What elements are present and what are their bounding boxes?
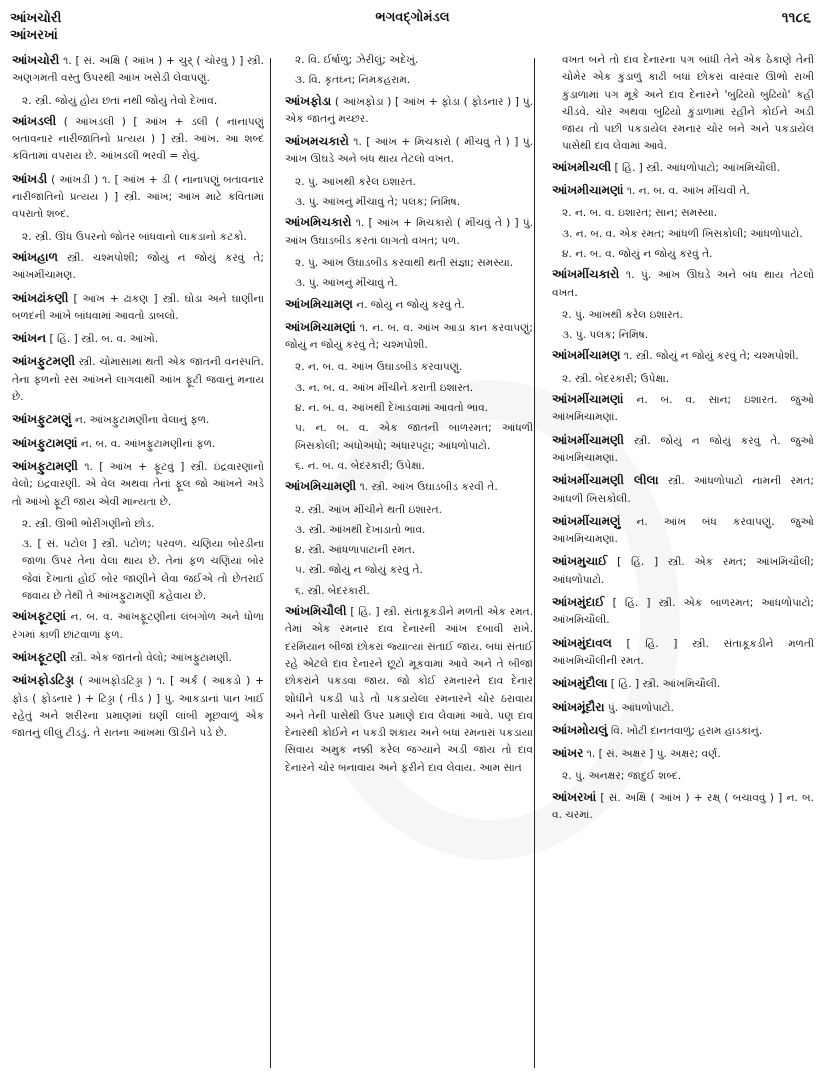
dictionary-entry bbox=[12, 608, 264, 644]
dictionary-entry bbox=[552, 266, 814, 302]
entry-sense bbox=[22, 93, 264, 110]
entry-headword: આંખમિચામણી bbox=[285, 479, 357, 494]
dictionary-entry bbox=[12, 435, 264, 453]
entry-headword: આંખમિચામણાં bbox=[285, 319, 356, 334]
entry-sense bbox=[295, 359, 533, 376]
entry-definition: [ હિં. ] સ્ત્રી. સંતાકૂકડીને મળતી આંખમિચૌલીની રમત. bbox=[552, 637, 814, 667]
entry-headword: આંખમીંચામણી bbox=[552, 432, 624, 447]
entry-headword: આંખફોડટિડ્ડા bbox=[12, 673, 75, 688]
entry-headword: આંખફુટમણું bbox=[12, 412, 72, 427]
entry-definition: ૧. [ આંખ + મિચકારો ( મીંચવું તે ) ] પું. આંખ ઉઘાડબીડ કરતાં લાગતો વખત; પળ. bbox=[285, 217, 533, 247]
entry-headword: આંખર bbox=[552, 746, 584, 761]
entry-definition: સ્ત્રી. જોયું ન જોયું કરવું તે. જુઓ આંખમિચામણાં. bbox=[552, 434, 814, 464]
entry-definition: વિ. ખોટી દાનતવાળું; હરામ હાડકાંનું. bbox=[610, 724, 763, 737]
dictionary-entry bbox=[552, 391, 814, 427]
entry-definition: સ્ત્રી. ચશ્મપોશી; જોયું ન જોયું કરવું તે; આંખમીંચામણ. bbox=[12, 251, 264, 282]
dictionary-entry bbox=[552, 699, 814, 717]
entry-sense bbox=[295, 52, 533, 69]
dictionary-entry bbox=[552, 513, 814, 549]
dictionary-entry bbox=[12, 52, 264, 88]
entry-definition: ન. આંખ બંધ કરવાપણું. જુઓ આંખમિચામણાં. bbox=[552, 515, 814, 546]
entry-sense bbox=[22, 516, 264, 533]
entry-sense bbox=[295, 174, 533, 191]
entry-definition: ૬. સ્ત્રી. બેદરકારી. bbox=[295, 584, 370, 597]
dictionary-entry bbox=[552, 635, 814, 671]
entry-definition: ૧. સ્ત્રી. જોયું ન જોયું કરવું તે; ચશ્મપોશી. bbox=[623, 350, 799, 363]
dictionary-entry bbox=[552, 347, 814, 365]
dictionary-entry bbox=[285, 319, 533, 355]
entry-definition: ૩. ન. બ. વ. એક રમત; આંધળી ખિસકોલી; આંધળોપાટો. bbox=[562, 227, 803, 240]
column-1 bbox=[12, 52, 264, 1068]
entry-headword: આંખમીંચામણી લીલા bbox=[552, 473, 659, 488]
dictionary-entry bbox=[552, 789, 814, 825]
dictionary-entry bbox=[12, 249, 264, 285]
entry-sense bbox=[562, 52, 814, 156]
entry-sense bbox=[295, 400, 533, 417]
entry-definition: ૧. [ આંખ + ફૂટવું ] સ્ત્રી. ઇંદ્રવારણાંનો વેલો; ઇંદ્રવારણી. એ વેલ અથવા તેનાં ફૂલ જો આંખને અડે તો આંખો ફૂટી જાય એવી માન્યતા છે. bbox=[12, 460, 264, 508]
entry-sense bbox=[562, 246, 814, 263]
dictionary-entry bbox=[12, 290, 264, 326]
entry-definition: ૪. ન. બ. વ. જોયું ન જોયું કરવું તે. bbox=[562, 247, 713, 260]
entry-definition: ૨. સ્ત્રી. ઊભી ભોરીંગણીનો છોડ. bbox=[22, 517, 155, 530]
entry-definition: ૩. પું. આંખનું મીંચાવું તે. bbox=[295, 277, 398, 290]
running-title: ભગવદ્ગોમંડલ bbox=[375, 10, 450, 25]
entry-sense bbox=[562, 371, 814, 388]
entry-headword: આંખફૂટણી bbox=[12, 649, 67, 664]
dictionary-entry bbox=[12, 672, 264, 742]
dictionary-entry bbox=[552, 182, 814, 200]
entry-headword: આંખફુટમણી bbox=[12, 354, 76, 369]
entry-definition: [ હિં. ] સ્ત્રી. એક રમત; આંખમિચૌલી; આંધળોપાટો. bbox=[552, 556, 814, 586]
entry-definition: ૩. વિ. કૃતઘ્ન; નિમકહરામ. bbox=[295, 74, 411, 87]
guide-word-last: આંખરખાં bbox=[10, 28, 58, 43]
entry-definition: ન. બ. વ. આંખફૂટણીનાં લંબગોળ અને ધોળા રંગમાં કાળી છાંટવાળાં ફળ. bbox=[12, 611, 264, 641]
entry-headword: આંખફૂટણાં bbox=[12, 609, 67, 624]
entry-sense bbox=[295, 458, 533, 475]
entry-headword: આંખહાળ bbox=[12, 249, 58, 264]
entry-headword: આંખમોયલું bbox=[552, 722, 608, 737]
column-2 bbox=[285, 52, 533, 1068]
entry-sense bbox=[562, 327, 814, 344]
entry-definition: ૨. સ્ત્રી. આંખ મીંચીને થતી ઇશારત. bbox=[295, 503, 442, 516]
entry-headword: આંખમુંદૌલા bbox=[552, 676, 608, 691]
dictionary-entry bbox=[285, 93, 533, 129]
entry-sense bbox=[295, 275, 533, 292]
dictionary-entry bbox=[285, 603, 533, 777]
dictionary-entry bbox=[12, 649, 264, 667]
page-number: ૧૧૮૬ bbox=[781, 10, 811, 26]
entry-definition: ૧. પું. આંખ ઊઘડે અને બંધ થાય તેટલો વખત. bbox=[552, 269, 814, 299]
entry-definition: ૬. ન. બ. વ. બેદરકારી; ઉપેક્ષા. bbox=[295, 459, 425, 472]
dictionary-entry bbox=[285, 133, 533, 169]
column-divider bbox=[270, 58, 271, 1068]
entry-definition: ૨. સ્ત્રી. જોયું હોય છતાં નથી જોયું તેવો દેખાવ. bbox=[22, 94, 218, 107]
dictionary-entry bbox=[12, 353, 264, 406]
entry-headword: આંખઢાંકણી bbox=[12, 290, 69, 305]
entry-definition: ૨. ન. બ. વ. ઇશારત; સાન; સમસ્યા. bbox=[562, 207, 718, 220]
entry-headword: આંખમિચૌલી bbox=[285, 604, 347, 619]
entry-definition: [ આંખ + ઢાંકણ ] સ્ત્રી. ઘોડા અને ઘાણીના બળદની આંખે બાંધવામાં આવતો ડાબલો. bbox=[12, 292, 264, 322]
entry-definition: ( આંખફોડા ) [ આંખ + ફોડા ( ફોડનાર ) ] પું. એક જાતનું મચ્છર. bbox=[285, 95, 533, 125]
entry-headword: આંખમીંચામણ bbox=[552, 348, 621, 363]
entry-definition: [ હિં. ] સ્ત્રી. આંધળોપાટો; આંખમિચૌલી. bbox=[614, 161, 781, 174]
entry-headword: આંખમચકારો bbox=[285, 134, 349, 149]
dictionary-entry bbox=[552, 745, 814, 763]
entry-definition: ૪. સ્ત્રી. આંધળાપાટાની રમત. bbox=[295, 544, 416, 557]
entry-headword: આંખમીંચામણું bbox=[552, 513, 621, 528]
entry-sense bbox=[295, 562, 533, 579]
dictionary-entry bbox=[552, 594, 814, 630]
entry-sense bbox=[295, 194, 533, 211]
entry-definition: ૧. [ આંખ + મિચકારો ( મીંચવું તે ) ] પું. આંખ ઊઘડે અને બંધ થાય તેટલો વખત. bbox=[285, 136, 533, 166]
entry-headword: આંખમુંદાઈ bbox=[552, 595, 605, 610]
guide-word-first: આંખચોરી bbox=[10, 11, 62, 26]
entry-definition: ૨. પું. આંખથી કરેલ ઇશારત. bbox=[295, 175, 417, 188]
entry-definition: ૨. સ્ત્રી. બેદરકારી; ઉપેક્ષા. bbox=[562, 372, 670, 385]
entry-definition: વખત બને તો દાવ દેનારના પગ બાંધી તેને એક ઠેકાણે તેની ચોમેર એક કુંડાળું કાઢી બધાં છોકરાં વારંવાર ઊભો રાખી કુંડાળામાં પગ મૂકે અને દાવ દેનારને 'બુઢિયો બુઢિયો' કહી ચીડવે. ચોર અથવા બુઢિયો કુંડાળામાં રહીને કોઈને અડી જાય તો પછી પકડાયેલ રમનાર ચોર બને અને પકડાયેલ પાસેથી દાવ લેવામાં આવે. bbox=[562, 54, 814, 153]
entry-definition: ૫. સ્ત્રી. જોયું ન જોયું કરવું તે. bbox=[295, 564, 423, 577]
entry-headword: આંખમુંદાવલ bbox=[552, 635, 612, 650]
page-header bbox=[0, 0, 825, 48]
entry-sense bbox=[562, 205, 814, 222]
entry-sense bbox=[295, 380, 533, 397]
entry-sense bbox=[562, 307, 814, 324]
entry-headword: આંખમિચામણ bbox=[285, 296, 353, 311]
entry-headword: આંખમીંચકારો bbox=[552, 267, 620, 282]
entry-definition: ૧. ન. બ. વ. આંખ મીંચવી તે. bbox=[626, 185, 750, 198]
entry-headword: આંખડલી bbox=[12, 113, 57, 128]
entry-definition: ૪. ન. બ. વ. આંખથી દેખાડવામાં આવતો ભાવ. bbox=[295, 402, 489, 415]
entry-definition: ન. બ. વ. આંખફુટામણીનાં ફળ. bbox=[80, 437, 216, 450]
entry-definition: પું. આંધળોપાટો. bbox=[607, 701, 674, 714]
entry-sense bbox=[22, 536, 264, 605]
entry-definition: ન. આંખફુટામણીના વેલાનું ફળ. bbox=[75, 414, 210, 427]
entry-sense bbox=[562, 768, 814, 785]
entry-sense bbox=[295, 72, 533, 89]
entry-headword: આંખડી bbox=[12, 171, 48, 186]
entry-definition: ( આંખડી ) ૧. [ આંખ + ડી ( નાનાપણું બતાવનાર નારીજાતિનો પ્રત્યય ) ] સ્ત્રી. આંખ; આંખ માટે કવિતામાં વપરાતો શબ્દ. bbox=[12, 173, 264, 221]
entry-headword: આંખમીંચામણાં bbox=[552, 392, 624, 407]
entry-definition: ૩. પું. પલક; નિમિષ. bbox=[562, 329, 649, 342]
entry-headword: આંખમીચલી bbox=[552, 159, 612, 174]
column-3 bbox=[552, 52, 814, 1068]
entry-definition: ન. બ. વ. સાન; ઇશારત. જુઓ આંખમિચામણાં. bbox=[552, 394, 814, 424]
entry-definition: ૨. વિ. ઈર્ષાળુ; ઝેરીલું; અદેખું. bbox=[295, 54, 419, 66]
entry-definition: ૧. ન. બ. વ. આંખ આડા કાન કરવાપણું; જોયું ન જોયું કરવું તે; ચશ્મપોશી. bbox=[285, 321, 533, 352]
entry-definition: ( આંખડલી ) [ આંખ + ડલી ( નાનાપણું બતાવનાર નારીજાતિનો પ્રત્યય ) ] સ્ત્રી. આંખ. આ શબ્દ કવિતામાં વપરાય છે. આંખડલી ભરવી = રોવું. bbox=[12, 115, 264, 163]
entry-definition: [ હિં. ] સ્ત્રી. બ. વ. આંખો. bbox=[49, 333, 159, 346]
entry-headword: આંખફુટામણી bbox=[12, 458, 78, 473]
dictionary-entry bbox=[552, 432, 814, 468]
entry-sense bbox=[562, 226, 814, 243]
entry-definition: ૧. સ્ત્રી. આંખ ઉઘાડબીડ કરવી તે. bbox=[359, 481, 498, 494]
entry-headword: આંખન bbox=[12, 331, 47, 346]
entry-definition: ૫. ન. બ. વ. એક જાતની બાળરમત; આંધળી ખિસકોલી; અંધોઅંધો; અંધારપટ્ટા; આંધળોપાટો. bbox=[295, 422, 533, 452]
dictionary-entry bbox=[552, 159, 814, 177]
entry-definition: [ સં. અક્ષિ ( આંખ ) + રક્ષ્ ( બચાવવું ) ] ન. બ. વ. ચરમાં. bbox=[552, 791, 814, 821]
dictionary-entry bbox=[12, 411, 264, 429]
entry-definition: સ્ત્રી. આંધળોપાટો નામની રમત; આંધળી ખિસકોલી. bbox=[552, 475, 814, 505]
dictionary-entry bbox=[12, 171, 264, 224]
entry-definition: ૧. [ સં. અક્ષર ] પું. અક્ષર; વર્ણ. bbox=[586, 748, 721, 761]
dictionary-entry bbox=[552, 553, 814, 589]
entry-sense bbox=[295, 542, 533, 559]
entry-headword: આંખમૂંદૌરા bbox=[552, 699, 605, 714]
entry-sense bbox=[22, 229, 264, 246]
entry-definition: સ્ત્રી. ચોમાસામાં થતી એક જાતની વનસ્પતિ. તેના ફળનો રસ આંખને લાગવાથી આંખ ફૂટી જવાનું મનાય છે. bbox=[12, 356, 264, 404]
entry-definition: [ હિં. ] સ્ત્રી. આંખમિચૌલી. bbox=[610, 678, 721, 691]
entry-headword: આંખરખાં bbox=[552, 789, 597, 804]
entry-definition: ૨. ન. બ. વ. આંખ ઉઘાડબીડ કરવાપણું. bbox=[295, 361, 463, 374]
entry-sense bbox=[295, 420, 533, 455]
entry-definition: ૩. ન. બ. વ. આંખ મીંચીને કરાતી ઇશારત. bbox=[295, 381, 474, 394]
entry-headword: આંખચોરી bbox=[12, 53, 60, 67]
entry-headword: આંખફુટામણાં bbox=[12, 435, 78, 450]
entry-headword: આંખમિચકારો bbox=[285, 215, 352, 230]
column-divider bbox=[534, 58, 535, 1068]
entry-sense bbox=[295, 522, 533, 539]
entry-definition: ૨. પું. અનક્ષર; જાદુઈ શબ્દ. bbox=[562, 770, 682, 783]
entry-sense bbox=[295, 502, 533, 519]
dictionary-entry bbox=[552, 722, 814, 740]
entry-definition: ન. જોયું ન જોયું કરવું તે. bbox=[356, 298, 465, 311]
dictionary-entry bbox=[552, 472, 814, 508]
entry-definition: [ હિં. ] સ્ત્રી. સંતાકૂકડીને મળતી એક રમત. તેમાં એક રમનાર દાવ દેનારની આંખ દબાવી રાખે. દરમિયાન બીજાં છોકરાં જ્યાંત્યાં સંતાઈ જાય. બધાં સંતાઈ રહે એટલે દાવ દેનારને છૂટો મૂકવામાં આવે અને તે બીજાં છોકરાંને પકડવા જાય. જો કોઈ રમનારને દાવ દેનાર શોધીને પકડી પાડે તો પકડાયેલા રમનારને ચોર ઠરાવાય અને તેની પાસેથી ઉપર પ્રમાણે દાવ લેવામાં આવે. પણ દાવ દેનારથી કોઈને ન પકડી શકાય અને બધાં રમનારાં પકડાયા સિવાય અમુક નક્કી કરેલ જગ્યાને અડી જાય તો દાવ દેનારને ચોર બનાવાય અને ફરીને દાવ લેવાય. આમ સાત bbox=[285, 606, 533, 774]
entry-headword: આંખમીચામણાં bbox=[552, 183, 624, 198]
entry-definition: ( આંખફોડટિડ્ડા ) ૧. [ અર્ક ( આકડો ) + ફોડ ( ફોડનાર ) + ટિડ્ડા ( તીડ ) ] પું. આકડાનાં પાન ખાઈ રહેતું અને શરીરના પ્રમાણમાં ઘણી લાંબી મૂછવાળું એક જાતનું લીલું ટીડડું. તે રાતના આંખમાં ઊડીને પડે છે. bbox=[12, 675, 264, 740]
dictionary-entry bbox=[285, 214, 533, 250]
dictionary-entry bbox=[552, 675, 814, 693]
entry-definition: ૨. પું. આંખ ઉઘાડબીડ કરવાથી થતી સંજ્ઞા; સમસ્યા. bbox=[295, 256, 514, 269]
entry-headword: આંખફોડા bbox=[285, 93, 332, 108]
entry-sense bbox=[295, 255, 533, 272]
entry-definition: ૩. પું. આંખનું મીંચાવું તે; પલક; નિમિષ. bbox=[295, 196, 461, 209]
entry-headword: આંખમુચાઈ bbox=[552, 554, 608, 569]
entry-definition: ૧. [ સં. અક્ષિ ( આંખ ) + ચુર્ ( ચોરવું ) ] સ્ત્રી. અણગમતી વસ્તુ ઉપરથી આંખ ખસેડી લેવાપણું. bbox=[12, 55, 264, 85]
dictionary-entry bbox=[12, 113, 264, 166]
dictionary-entry bbox=[285, 296, 533, 314]
dictionary-entry bbox=[12, 330, 264, 348]
entry-definition: ૩. [ સં. પટોલ ] સ્ત્રી. પટોળ; પરવળ. ચણિયા બોરડીના જાળા ઉપર તેના વેલા થાય છે. તેનાં ફળ ચણિયાં બોર જેવાં દેખાતાં હોઈ બોર જાણીને લેવા જઈએ તો છેતરાઈ જવાય છે તેથી તે આંખફુટામણી કહેવાય છે. bbox=[22, 538, 264, 603]
entry-definition: ૩. સ્ત્રી. આંખથી દેખાડાતો ભાવ. bbox=[295, 523, 426, 536]
entry-definition: ૨. સ્ત્રી. ઊંધ ઉપરનો જોતર બાંધવાનો લાકડાનો કટકો. bbox=[22, 230, 247, 243]
dictionary-entry bbox=[285, 478, 533, 496]
entry-definition: ૨. પું. આંખથી કરેલ ઇશારત. bbox=[562, 308, 684, 321]
dictionary-entry bbox=[12, 458, 264, 511]
entry-definition: [ હિં. ] સ્ત્રી. એક બાળરમત; આંધળોપાટો; આંખમિચૌલી. bbox=[552, 597, 814, 627]
entry-definition: સ્ત્રી. એક જાતનો વેલો; આંખફુટામણી. bbox=[69, 651, 233, 664]
entry-sense bbox=[295, 583, 533, 600]
